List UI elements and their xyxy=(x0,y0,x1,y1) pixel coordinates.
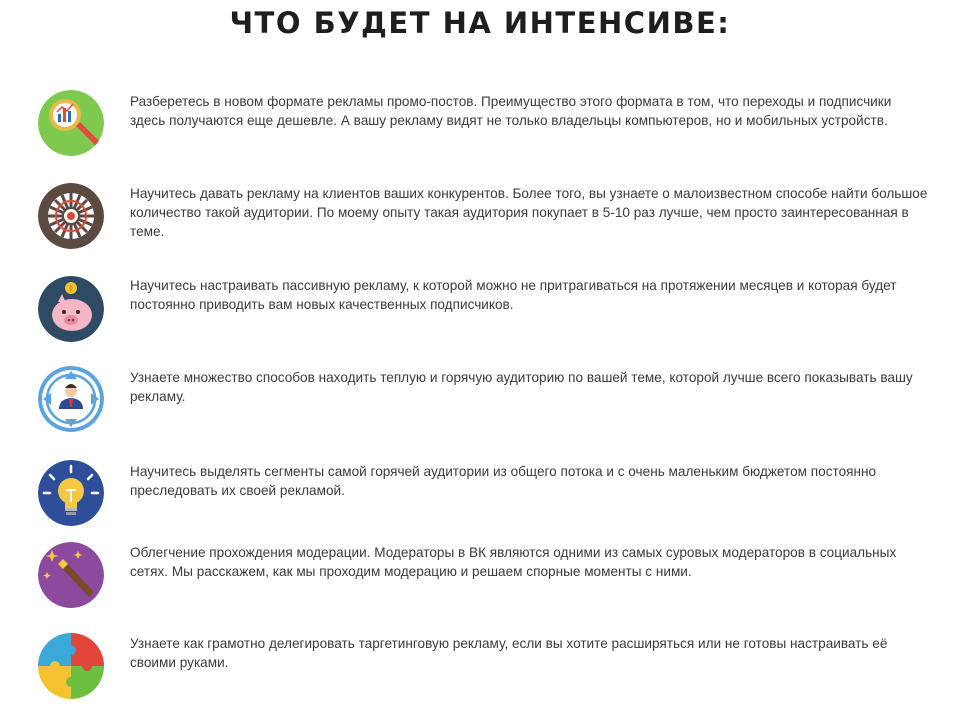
piggy-bank-icon xyxy=(38,276,104,342)
feature-text: Облегчение прохождения модерации. Модераторы в ВК являются одними из самых суровых модераторов в социальных сетях. Мы расскажем, как мы проходим модерацию и решаем спорные моменты с ними. xyxy=(130,545,897,579)
feature-text: Научитесь выделять сегменты самой горячей аудитории из общего потока и с очень маленьким бюджетом постоянно преследовать их своей рекламой. xyxy=(130,464,877,498)
analytics-magnifier-icon xyxy=(38,90,104,156)
feature-text: Узнаете множество способов находить теплую и горячую аудиторию по вашей теме, которой лучше всего показывать вашу рекламу. xyxy=(130,370,913,404)
magic-wand-icon xyxy=(38,542,104,608)
lightbulb-icon xyxy=(38,460,104,526)
target-audience-icon xyxy=(38,366,104,432)
dartboard-icon xyxy=(38,183,104,249)
page-title: ЧТО БУДЕТ НА ИНТЕНСИВЕ: xyxy=(229,6,731,40)
feature-text: Научитесь настраивать пассивную рекламу, к которой можно не притрагиваться на протяжении месяцев и которая будет постоянно приводить вам новых качественных подписчиков. xyxy=(130,278,897,312)
feature-text: Научитесь давать рекламу на клиентов ваших конкурентов. Более того, вы узнаете о малоизвестном способе найти большое количество такой аудитории. По моему опыту такая аудитория покупает в 5-10 раз лучше, чем просто заинтересованная в теме. xyxy=(130,186,928,239)
puzzle-icon xyxy=(38,633,104,699)
feature-text: Узнаете как грамотно делегировать таргетинговую рекламу, если вы хотите расширяться или не готовы настраивать её своими руками. xyxy=(130,636,888,670)
feature-text: Разберетесь в новом формате рекламы промо-постов. Преимущество этого формата в том, что переходы и подписчики здесь получаются еще дешевле. А вашу рекламу видят не только владельцы компьютеров, но и мобильных устройств. xyxy=(130,94,892,128)
